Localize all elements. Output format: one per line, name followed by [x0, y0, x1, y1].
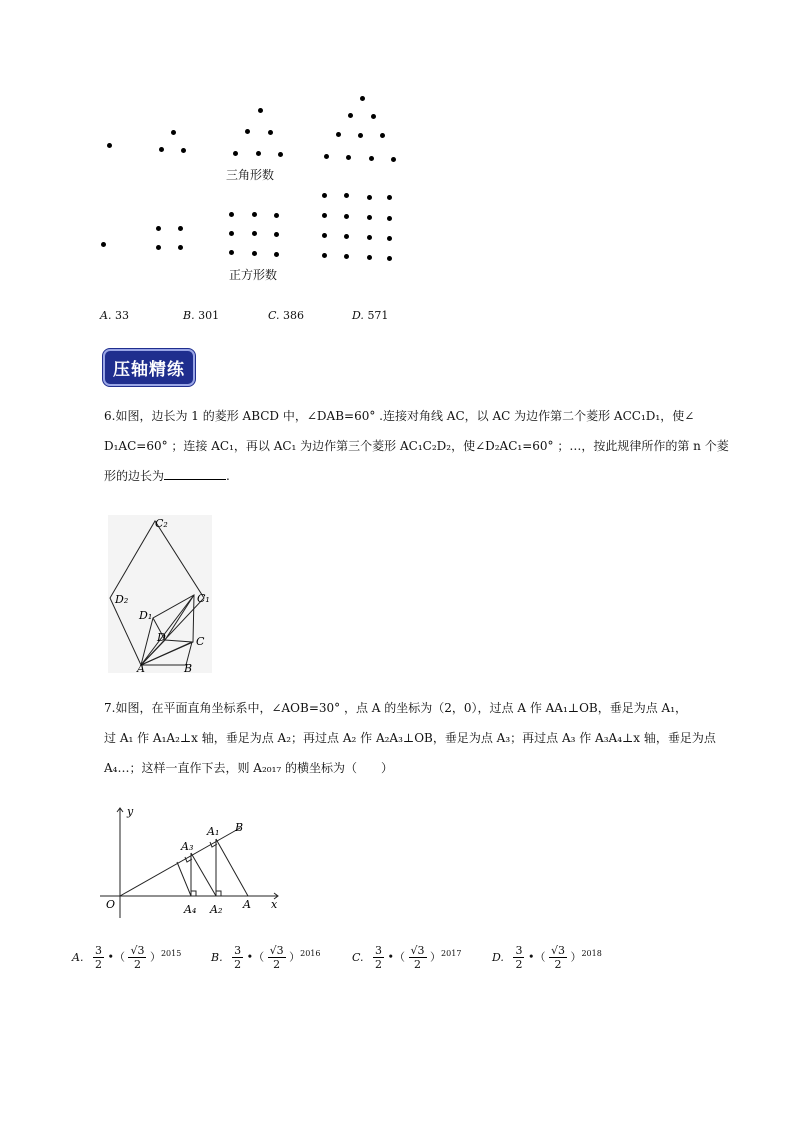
label-o: O: [106, 898, 116, 911]
label-c1: C₁: [197, 592, 210, 605]
q7-option-b: B. $\frac{3}{2}$ •（ $\frac{√3}{2}$ ）$^{2016}$: [211, 944, 321, 971]
q6-text: [104, 401, 744, 491]
label-d1: D₁: [139, 609, 153, 622]
label-x: x: [271, 898, 278, 911]
q6-line-2: D₁AC=60° ；连接 AC₁，再以 AC₁ 为边作第三个菱形 AC₁C₂D₂，使∠D₂AC₁=60° ；…，按此规律所作的第 n 个菱: [104, 439, 729, 453]
label-c2: C₂: [155, 517, 168, 530]
triangle-numbers-caption: 三角形数: [226, 168, 275, 182]
q7-coordinate-figure: [100, 800, 290, 922]
q6-line-1: 6.如图，边长为 1 的菱形 ABCD 中，∠DAB=60° .连接对角线 AC，以 AC 为边作第二个菱形 ACC₁D₁，使∠: [104, 409, 695, 423]
label-a4: A₄: [184, 903, 197, 916]
square-numbers-caption: 正方形数: [229, 268, 278, 282]
q5-option-c: C. 386: [268, 309, 305, 322]
label-c: C: [196, 635, 205, 648]
q5-option-b: B. 301: [183, 309, 220, 322]
label-a: A: [137, 662, 145, 673]
label-a2: A₂: [210, 903, 223, 916]
q5-option-a: A. 33: [100, 309, 129, 322]
q7-option-a: A. $\frac{3}{2}$ •（ $\frac{√3}{2}$ ）$^{2015}$: [72, 944, 182, 971]
q7-line-3: A₄…；这样一直作下去，则 A₂₀₁₇ 的横坐标为（ ）: [104, 761, 394, 775]
q7-line-2: 过 A₁ 作 A₁A₂⊥x 轴，垂足为点 A₂；再过点 A₂ 作 A₂A₃⊥OB，垂足为点 A₃；再过点 A₃ 作 A₃A₄⊥x 轴，垂足为点: [104, 731, 716, 745]
label-a3: A₃: [181, 840, 194, 853]
label-b: B: [235, 821, 244, 834]
q6-rhombus-figure: [108, 515, 212, 673]
label-d: D: [157, 631, 166, 644]
q7-line-1: 7.如图，在平面直角坐标系中，∠AOB=30° ，点 A 的坐标为（2，0），过点 A 作 AA₁⊥OB，垂足为点 A₁，: [104, 701, 688, 715]
answer-blank: [164, 467, 226, 480]
q7-option-d: D. $\frac{3}{2}$ •（ $\frac{√3}{2}$ ）$^{2018}$: [492, 944, 602, 971]
label-y: y: [127, 805, 134, 818]
q6-line-3: 形的边长为 .: [104, 469, 230, 483]
q7-text: [104, 693, 744, 783]
q5-option-d: D. 571: [352, 309, 389, 322]
q7-option-c: C. $\frac{3}{2}$ •（ $\frac{√3}{2}$ ）$^{2017}$: [352, 944, 462, 971]
label-a1: A₁: [207, 825, 220, 838]
section-badge: 压轴精练: [103, 349, 195, 386]
label-a: A: [243, 898, 251, 911]
label-d2: D₂: [115, 593, 129, 606]
label-b: B: [184, 662, 193, 673]
